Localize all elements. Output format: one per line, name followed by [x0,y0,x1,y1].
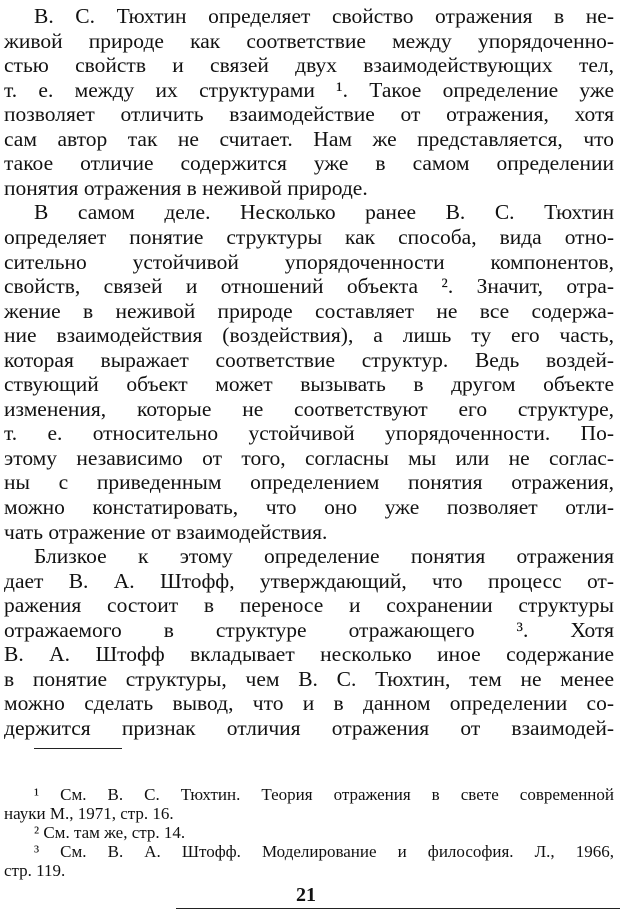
text-line: которая выражает соответствие структур. Ведь воздей- [4,347,614,372]
footnote-line: науки М., 1971, стр. 16. [4,804,174,823]
text-line: отражаемого в структуре отражающего ³. Хотя [4,617,614,642]
text-line: В. А. Штофф вкладывает несколько иное содержание [4,642,614,667]
text-line: дает В. А. Штофф, утверждающий, что процесс от- [4,568,614,593]
footnote-line: стр. 119. [4,861,66,880]
text-line: стью свойств и связей двух взаимодействующих тел, [4,53,614,78]
page-number: 21 [296,884,316,906]
text-line: ствующий объект может вызывать в другом объекте [4,372,614,397]
text-line: можно сделать вывод, что и в данном определении со- [4,691,614,716]
text-line: определяет понятие структуры как способа, вида отно- [4,224,614,249]
text-line: ны с приведенным определением понятия отражения, [4,470,614,495]
footnote-divider [34,748,122,749]
text-line: такое отличие содержится уже в самом определении [4,151,614,176]
text-line: ражения состоит в переносе и сохранении структуры [4,593,614,618]
text-line: В самом деле. Несколько ранее В. С. Тюхтин [34,200,614,225]
page-bottom-rule [176,908,620,909]
footnote-line: ³ См. В. А. Штофф. Моделирование и философия. Л., 1966, [34,842,614,861]
text-line: сам автор так не считает. Нам же представляется, что [4,126,614,151]
text-line: изменения, которые не соответствуют его структуре, [4,396,614,421]
text-line: понятия отражения в неживой природе. [4,175,368,200]
text-line: позволяет отличить взаимодействие от отражения, хотя [4,102,614,127]
text-line: ние взаимодействия (воздействия), а лишь ту его часть, [4,323,614,348]
text-line: т. е. относительно устойчивой упорядоченности. По- [4,421,614,446]
text-line: сительно устойчивой упорядоченности компонентов, [4,249,614,274]
text-line: В. С. Тюхтин определяет свойство отражения в не- [34,4,614,28]
text-line: живой природе как соответствие между упорядоченно- [4,28,614,53]
text-line: жение в неживой природе составляет не все содержа- [4,298,614,323]
footnote-line: ² См. там же, стр. 14. [34,823,186,842]
text-line: можно констатировать, что оно уже позволяет отли- [4,495,614,519]
text-line: т. е. между их структурами ¹. Такое определение уже [4,77,614,102]
text-line: Близкое к этому определение понятия отражения [34,544,614,569]
footnote-line: ¹ См. В. С. Тюхтин. Теория отражения в свете современной [34,785,614,804]
text-line: чать отражение от взаимодействия. [4,519,328,544]
text-line: держится признак отличия отражения от взаимодей- [4,715,614,740]
text-line: этому независимо от того, согласны мы или не соглас- [4,445,614,470]
text-line: в понятие структуры, чем В. С. Тюхтин, тем не менее [4,666,614,691]
text-line: свойств, связей и отношений объекта ². Значит, отра- [4,274,614,299]
